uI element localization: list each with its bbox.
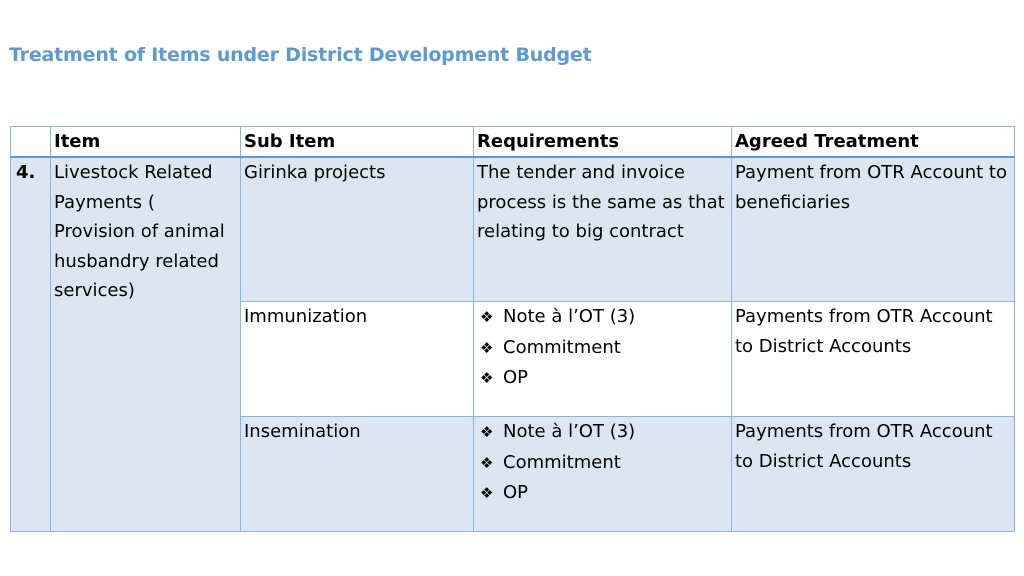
list-item	[477, 333, 728, 364]
four-diamond-bullet-icon: ❖	[480, 338, 494, 357]
header-requirements: Requirements	[474, 127, 732, 158]
table-row	[11, 157, 1015, 302]
requirement-text: Commitment	[503, 451, 621, 473]
sub-item-cell: Insemination	[241, 417, 474, 532]
sub-item-cell: Girinka projects	[241, 157, 474, 302]
four-diamond-bullet-icon: ❖	[480, 369, 494, 387]
list-item	[477, 417, 728, 448]
four-diamond-bullet-icon: ❖	[480, 484, 494, 502]
list-item	[477, 478, 728, 509]
treatment-cell: Payments from OTR Account to District Accounts	[732, 302, 1015, 417]
slide-title: Treatment of Items under District Development Budget	[9, 44, 592, 66]
header-agreed-treatment: Agreed Treatment	[732, 127, 1015, 158]
item-number-cell: 4.	[11, 157, 51, 532]
item-cell: Livestock Related Payments ( Provision of animal husbandry related services)	[51, 157, 241, 532]
requirement-text: OP	[503, 482, 529, 503]
four-diamond-bullet-icon: ❖	[480, 423, 494, 441]
requirements-cell	[474, 302, 732, 417]
requirements-list	[477, 417, 728, 509]
requirement-text: Commitment	[503, 336, 621, 358]
four-diamond-bullet-icon: ❖	[480, 308, 494, 326]
requirements-cell	[474, 417, 732, 532]
requirement-text: Note à l’OT (3)	[503, 421, 636, 442]
header-sub-item: Sub Item	[241, 127, 474, 158]
header-item: Item	[51, 127, 241, 158]
treatment-cell: Payments from OTR Account to District Accounts	[732, 417, 1015, 532]
requirements-cell: The tender and invoice process is the same as that relating to big contract	[474, 157, 732, 302]
list-item	[477, 363, 728, 394]
header-number	[11, 127, 51, 158]
table-header-row	[11, 127, 1015, 158]
list-item	[477, 448, 728, 479]
four-diamond-bullet-icon: ❖	[480, 453, 494, 472]
treatment-cell: Payment from OTR Account to beneficiaries	[732, 157, 1015, 302]
sub-item-cell: Immunization	[241, 302, 474, 417]
treatment-table	[10, 126, 1015, 532]
requirement-text: OP	[503, 367, 529, 388]
requirements-list	[477, 302, 728, 394]
requirement-text: Note à l’OT (3)	[503, 306, 636, 327]
list-item	[477, 302, 728, 333]
